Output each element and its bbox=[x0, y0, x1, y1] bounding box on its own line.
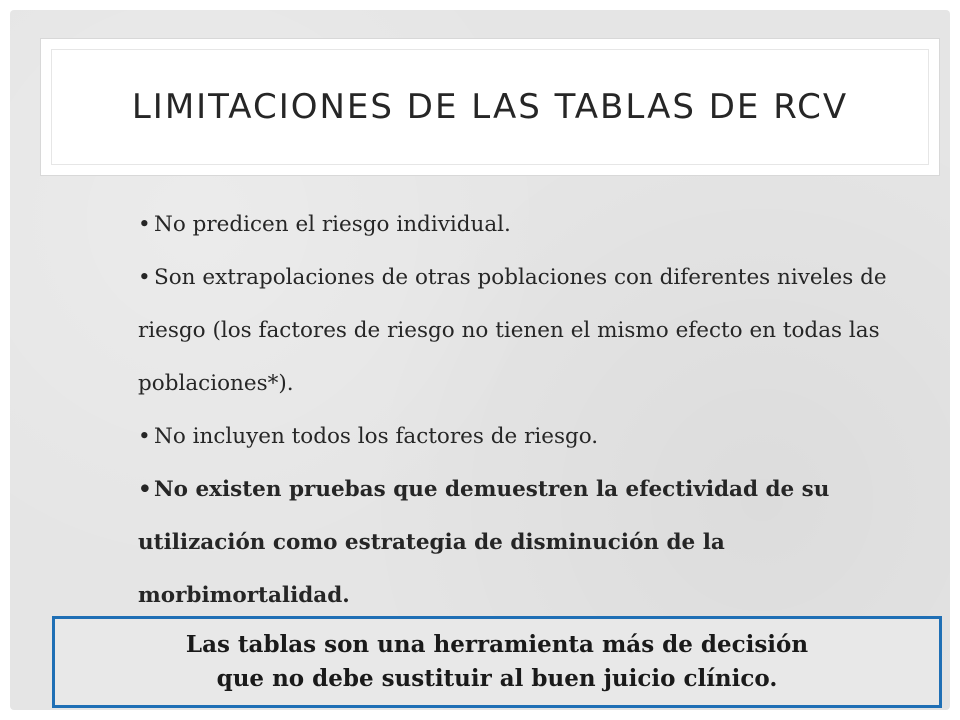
bullet-list bbox=[138, 198, 918, 622]
bullet-icon: • bbox=[138, 424, 151, 449]
bullet-item bbox=[138, 410, 918, 463]
bullet-item bbox=[138, 463, 918, 622]
callout-text bbox=[186, 628, 808, 696]
bullet-icon: • bbox=[138, 265, 151, 290]
callout-line: que no debe sustituir al buen juicio clínico. bbox=[216, 665, 778, 692]
callout-line: Las tablas son una herramienta más de decisión bbox=[185, 631, 809, 658]
conclusion-callout bbox=[52, 616, 942, 708]
bullet-icon: • bbox=[138, 477, 152, 502]
bullet-text: No predicen el riesgo individual. bbox=[154, 212, 511, 237]
slide bbox=[10, 10, 950, 710]
bullet-text: No incluyen todos los factores de riesgo. bbox=[154, 424, 599, 449]
bullet-text: Son extrapolaciones de otras poblaciones con diferentes niveles de riesgo (los factores de riesgo no tienen el mismo efecto en todas las poblaciones*). bbox=[138, 265, 887, 396]
title-frame bbox=[51, 49, 929, 165]
bullet-item bbox=[138, 198, 918, 251]
title-box bbox=[40, 38, 940, 176]
bullet-item bbox=[138, 251, 918, 410]
bullet-text: No existen pruebas que demuestren la efectividad de su utilización como estrategia de disminución de la morbimortalidad. bbox=[138, 477, 830, 608]
bullet-icon: • bbox=[138, 212, 151, 237]
page-title: LIMITACIONES DE LAS TABLAS DE RCV bbox=[131, 87, 849, 127]
